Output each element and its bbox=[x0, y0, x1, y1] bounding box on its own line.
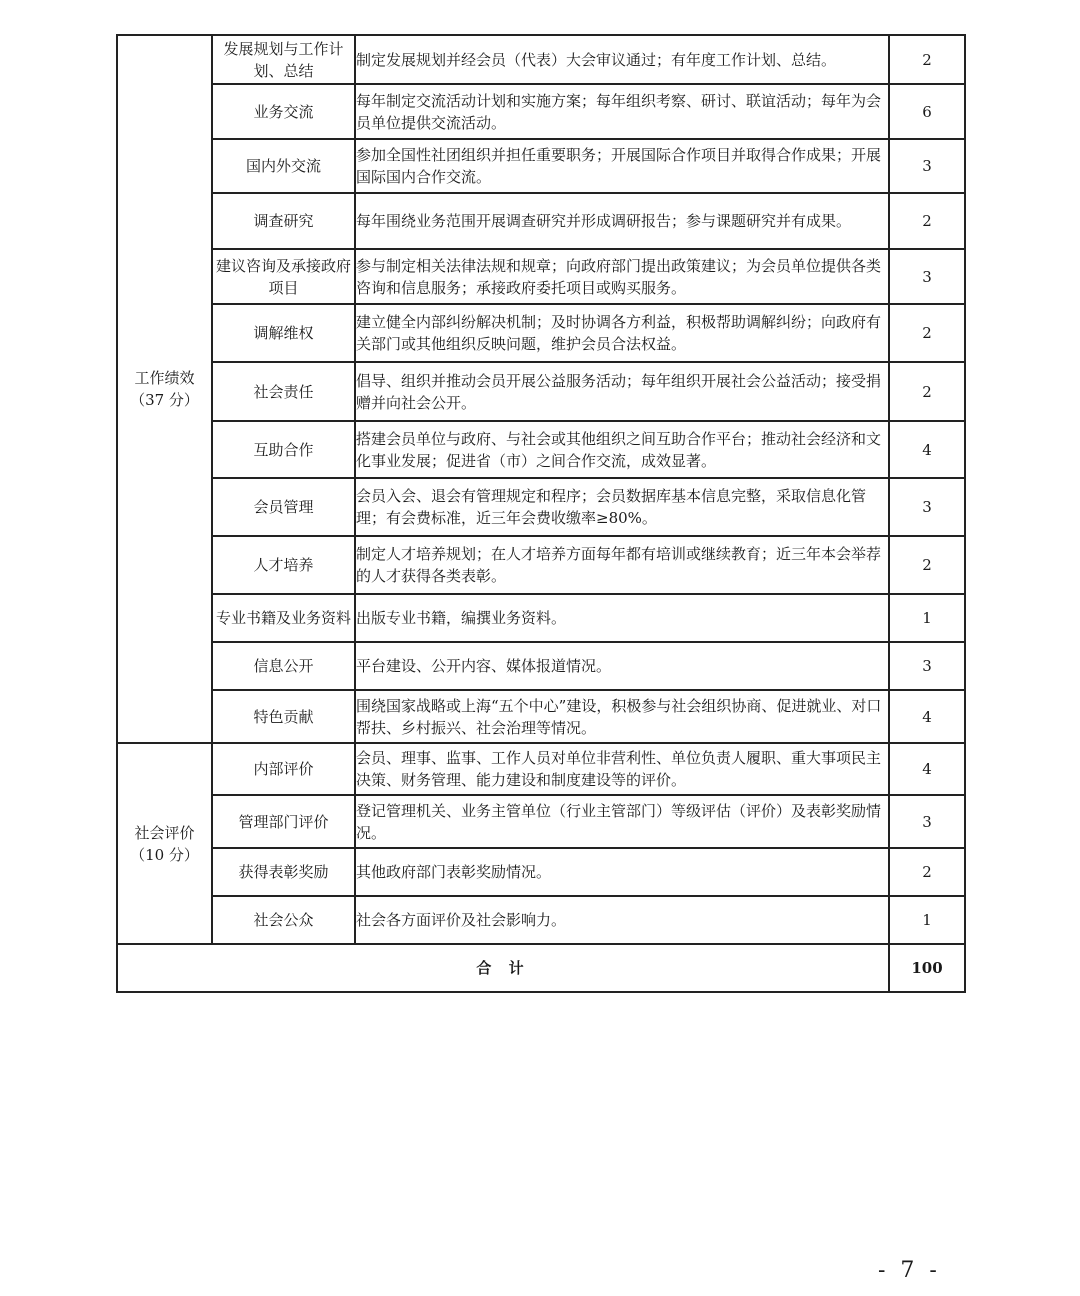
description-cell: 每年围绕业务范围开展调查研究并形成调研报告；参与课题研究并有成果。 bbox=[355, 193, 889, 249]
evaluation-table bbox=[116, 34, 966, 993]
description-cell: 参与制定相关法律法规和规章；向政府部门提出政策建议；为会员单位提供各类咨询和信息服务；承接政府委托项目或购买服务。 bbox=[355, 249, 889, 304]
total-score: 100 bbox=[889, 944, 965, 992]
score-cell: 3 bbox=[889, 642, 965, 690]
score-cell: 3 bbox=[889, 478, 965, 536]
item-cell: 社会责任 bbox=[212, 362, 355, 421]
table-row bbox=[117, 594, 965, 642]
description-cell: 其他政府部门表彰奖励情况。 bbox=[355, 848, 889, 896]
item-cell: 特色贡献 bbox=[212, 690, 355, 743]
item-cell: 建议咨询及承接政府项目 bbox=[212, 249, 355, 304]
category-name: 社会评价 bbox=[134, 823, 195, 842]
item-cell: 管理部门评价 bbox=[212, 795, 355, 848]
description-cell: 出版专业书籍，编撰业务资料。 bbox=[355, 594, 889, 642]
table-row bbox=[117, 249, 965, 304]
item-cell: 信息公开 bbox=[212, 642, 355, 690]
description-cell: 参加全国性社团组织并担任重要职务；开展国际合作项目并取得合作成果；开展国际国内合作交流。 bbox=[355, 139, 889, 193]
description-cell: 平台建设、公开内容、媒体报道情况。 bbox=[355, 642, 889, 690]
item-cell: 获得表彰奖励 bbox=[212, 848, 355, 896]
item-cell: 调查研究 bbox=[212, 193, 355, 249]
description-cell: 建立健全内部纠纷解决机制；及时协调各方利益，积极帮助调解纠纷；向政府有关部门或其他组织反映问题，维护会员合法权益。 bbox=[355, 304, 889, 362]
score-cell: 1 bbox=[889, 896, 965, 944]
item-cell: 专业书籍及业务资料 bbox=[212, 594, 355, 642]
score-cell: 4 bbox=[889, 421, 965, 478]
table-row bbox=[117, 35, 965, 84]
description-cell: 登记管理机关、业务主管单位（行业主管部门）等级评估（评价）及表彰奖励情况。 bbox=[355, 795, 889, 848]
score-cell: 2 bbox=[889, 848, 965, 896]
description-cell: 倡导、组织并推动会员开展公益服务活动；每年组织开展社会公益活动；接受捐赠并向社会公开。 bbox=[355, 362, 889, 421]
table-row bbox=[117, 421, 965, 478]
description-cell: 每年制定交流活动计划和实施方案；每年组织考察、研讨、联谊活动；每年为会员单位提供交流活动。 bbox=[355, 84, 889, 139]
table-row bbox=[117, 848, 965, 896]
category-social-evaluation bbox=[117, 743, 212, 944]
page-number: - 7 - bbox=[878, 1258, 941, 1283]
category-work-performance bbox=[117, 35, 212, 743]
item-cell: 内部评价 bbox=[212, 743, 355, 795]
table-row bbox=[117, 536, 965, 594]
table-row bbox=[117, 193, 965, 249]
score-cell: 4 bbox=[889, 690, 965, 743]
item-cell: 发展规划与工作计划、总结 bbox=[212, 35, 355, 84]
score-cell: 2 bbox=[889, 35, 965, 84]
category-points: （10 分） bbox=[130, 845, 199, 864]
score-cell: 2 bbox=[889, 362, 965, 421]
score-cell: 3 bbox=[889, 139, 965, 193]
item-cell: 互助合作 bbox=[212, 421, 355, 478]
table-row bbox=[117, 743, 965, 795]
item-cell: 业务交流 bbox=[212, 84, 355, 139]
table-row bbox=[117, 139, 965, 193]
table-row bbox=[117, 690, 965, 743]
score-cell: 1 bbox=[889, 594, 965, 642]
description-cell: 社会各方面评价及社会影响力。 bbox=[355, 896, 889, 944]
score-cell: 6 bbox=[889, 84, 965, 139]
total-row bbox=[117, 944, 965, 992]
score-cell: 4 bbox=[889, 743, 965, 795]
description-cell: 制定发展规划并经会员（代表）大会审议通过；有年度工作计划、总结。 bbox=[355, 35, 889, 84]
score-cell: 2 bbox=[889, 304, 965, 362]
score-cell: 2 bbox=[889, 536, 965, 594]
item-cell: 国内外交流 bbox=[212, 139, 355, 193]
score-cell: 3 bbox=[889, 795, 965, 848]
category-points: （37 分） bbox=[130, 391, 199, 409]
table-row bbox=[117, 642, 965, 690]
table-row bbox=[117, 478, 965, 536]
table-row bbox=[117, 795, 965, 848]
table-row bbox=[117, 304, 965, 362]
table-row bbox=[117, 84, 965, 139]
item-cell: 社会公众 bbox=[212, 896, 355, 944]
description-cell: 围绕国家战略或上海“五个中心”建设，积极参与社会组织协商、促进就业、对口帮扶、乡村振兴、社会治理等情况。 bbox=[355, 690, 889, 743]
score-cell: 3 bbox=[889, 249, 965, 304]
description-cell: 会员入会、退会有管理规定和程序；会员数据库基本信息完整，采取信息化管理；有会费标准，近三年会费收缴率≥80%。 bbox=[355, 478, 889, 536]
item-cell: 人才培养 bbox=[212, 536, 355, 594]
description-cell: 制定人才培养规划；在人才培养方面每年都有培训或继续教育；近三年本会举荐的人才获得各类表彰。 bbox=[355, 536, 889, 594]
item-cell: 调解维权 bbox=[212, 304, 355, 362]
item-cell: 会员管理 bbox=[212, 478, 355, 536]
description-cell: 会员、理事、监事、工作人员对单位非营利性、单位负责人履职、重大事项民主决策、财务管理、能力建设和制度建设等的评价。 bbox=[355, 743, 889, 795]
total-label: 合 计 bbox=[117, 944, 889, 992]
score-cell: 2 bbox=[889, 193, 965, 249]
description-cell: 搭建会员单位与政府、与社会或其他组织之间互助合作平台；推动社会经济和文化事业发展；促进省（市）之间合作交流，成效显著。 bbox=[355, 421, 889, 478]
table-row bbox=[117, 896, 965, 944]
table-row bbox=[117, 362, 965, 421]
category-name: 工作绩效 bbox=[134, 369, 195, 387]
